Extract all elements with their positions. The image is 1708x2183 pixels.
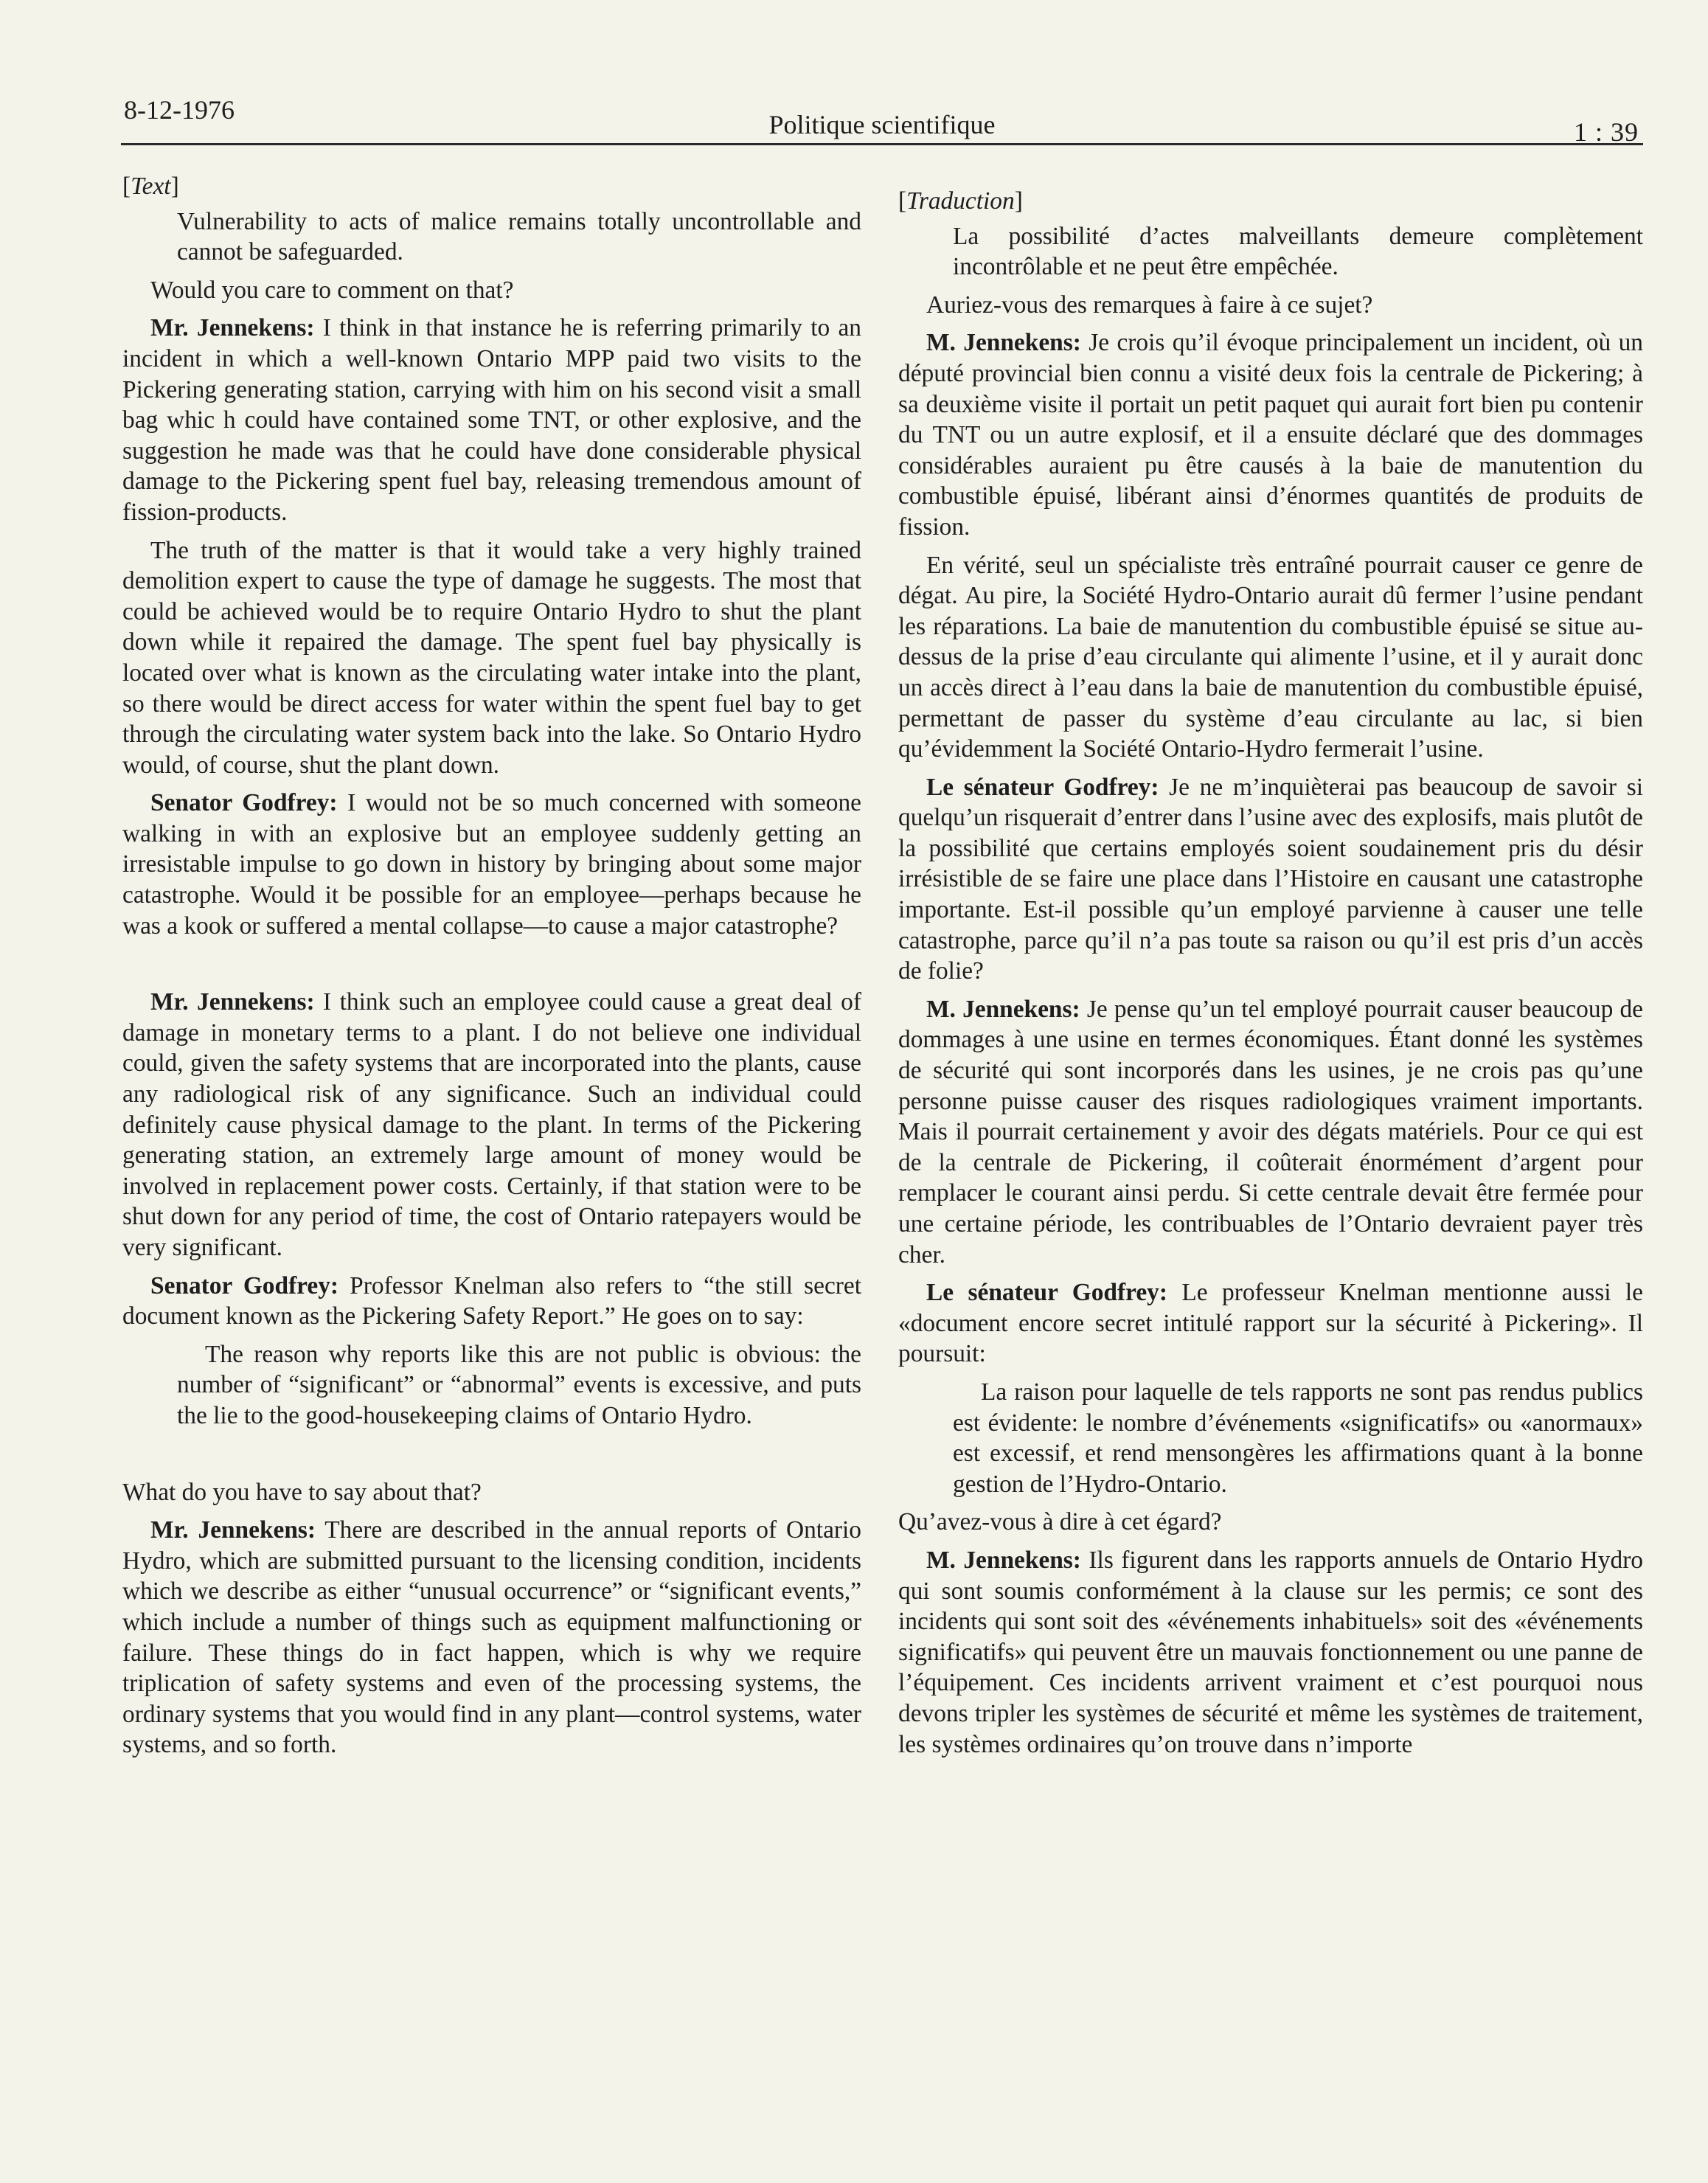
paragraph-text: Auriez-vous des remarques à faire à ce sujet? [926, 291, 1373, 319]
paragraph-text: The truth of the matter is that it would take a very highly trained demolition expert to cause the type of damage he suggests. The most that could be achieved would be to require Ontario Hydro to shut the plant down while it repaired the damage. The spent fuel bay physically is located over what is known as the circulating water intake into the plant, so there would be direct access for water within the spent fuel bay to get through the circulating water system back into the lake. So Ontario Hydro would, of course, shut the plant down. [122, 536, 861, 779]
french-column [898, 186, 1643, 1767]
speaker-name: Le sénateur Godfrey: [926, 1279, 1167, 1307]
paragraph-text: En vérité, seul un spécialiste très entraîné pourrait causer ce genre de dégat. Au pire, la Société Hydro-Ontario aurait dû fermer l’usine pendant les réparations. La baie de manutention du combustible épuisé se situe au-dessus de la prise d’eau circulante qui alimente l’usine, et il y aurait donc un accès direct à l’eau dans la baie de manutention du combustible épuisé, permettant de passer du système d’eau circulante au lac, si bien qu’évidemment la Société Ontario-Hydro fermerait l’usine. [898, 551, 1643, 763]
body-paragraph [898, 290, 1643, 321]
speaker-name: Mr. Jennekens: [150, 1516, 316, 1544]
paragraph-text: What do you have to say about that? [122, 1478, 482, 1506]
body-paragraph [898, 550, 1643, 765]
paragraph-gap [122, 1439, 861, 1477]
page-header [121, 87, 1643, 146]
quoted-passage [953, 221, 1643, 282]
paragraph-gap [122, 948, 861, 987]
paragraph-text: Qu’avez-vous à dire à cet égard? [898, 1508, 1222, 1536]
header-date: 8-12-1976 [124, 95, 235, 125]
speaker-paragraph [122, 987, 861, 1263]
paragraph-text: The reason why reports like this are not public is obvious: the number of “significant” or “abnormal” events is excessive, and puts the lie to the good-housekeeping claims of Ontario Hydro. [177, 1340, 861, 1429]
paragraph-text: I would not be so much concerned with someone walking in with an explosive but an employee suddenly getting an irresistable impulse to go down in history by bringing about some major catastrophe. Would it be possible for an employee—perhaps because he was a kook or suffered a mental collapse—to cause a major catastrophe? [122, 789, 861, 940]
paragraph-text: Professor Knelman also refers to “the still secret document known as the Pickering Safety Report.” He goes on to say: [122, 1271, 862, 1330]
question-paragraph [898, 1507, 1643, 1538]
speaker-paragraph [898, 772, 1643, 987]
speaker-paragraph [898, 327, 1643, 542]
speaker-name: Senator Godfrey: [150, 1271, 339, 1299]
speaker-name: Mr. Jennekens: [150, 988, 315, 1016]
speaker-name: Senator Godfrey: [150, 789, 338, 817]
speaker-name: M. Jennekens: [926, 329, 1081, 357]
header-title: Politique scientifique [768, 110, 996, 139]
speaker-paragraph [122, 1515, 861, 1760]
speaker-name: M. Jennekens: [926, 1546, 1081, 1574]
paragraph-text: Would you care to comment on that? [150, 276, 514, 304]
speaker-paragraph [898, 994, 1643, 1270]
paragraph-text: Je pense qu’un tel employé pourrait causer beaucoup de dommages à une usine en termes économiques. Étant donné les systèmes de sécurité qui sont incorporés dans les usines, je ne crois pas qu’une personne puisse causer des risques radiologiques vraiment importants. Mais il pourrait certainement y avoir des dégats matériels. Pour ce qui est de la centrale de Pickering, il coûterait énormément d’argent pour remplacer le courant ainsi perdu. Si cette centrale devait être fermée pour une certaine période, les contribuables de l’Ontario devraient payer très cher. [898, 995, 1643, 1268]
speaker-paragraph [122, 788, 861, 941]
section-tag: [Traduction] [898, 187, 1023, 215]
body-paragraph [122, 535, 861, 781]
paragraph-text: There are described in the annual reports of Ontario Hydro, which are submitted pursuant to the licensing condition, incidents which we describe as either “unusual occurrence” or “significant events,” which include a number of things such as equipment malfunctioning or failure. These things do in fact happen, which is why we require triplication of safety systems and even of the processing systems, the ordinary systems that you would find in any plant—control systems, water systems, and so forth. [122, 1516, 861, 1759]
speaker-name: Le sénateur Godfrey: [926, 773, 1159, 801]
body-paragraph [122, 275, 861, 306]
header-rule [121, 143, 1643, 145]
paragraph-text: Le professeur Knelman mentionne aussi le «document encore secret intitulé rapport sur la sécurité à Pickering». Il poursuit: [898, 1279, 1643, 1368]
header-page-number: 1 : 39 [1573, 117, 1639, 147]
question-paragraph [122, 1477, 861, 1508]
speaker-paragraph [898, 1277, 1643, 1370]
quoted-passage [177, 206, 861, 268]
paragraph-text: Je ne m’inquièterai pas beaucoup de savoir si quelqu’un risquerait d’entrer dans l’usine avec des explosifs, mais plutôt de la possibilité que certains employés soient soudainement pris du désir irrésistible de se faire une place dans l’Histoire en causant une catastrophe importante. Est-il possible qu’un employé parvienne à causer une telle catastrophe, parce qu’il n’a pas toute sa raison ou qu’il est pris d’un accès de folie? [898, 773, 1643, 985]
section-tag: [Text] [122, 173, 179, 200]
speaker-paragraph [122, 1271, 861, 1332]
paragraph-text: La possibilité d’actes malveillants demeure complètement incontrôlable et ne peut être empêchée. [953, 222, 1643, 281]
block-quote [177, 1339, 861, 1431]
paragraph-text: Je crois qu’il évoque principalement un incident, où un député provincial bien connu a visité deux fois la centrale de Pickering; à sa deuxième visite il portait un petit paquet qui aurait fort bien pu contenir du TNT ou un autre explosif, et il a ensuite déclaré que des dommages considérables auraient pu être causés à la baie de manutention du combustible épuisé, libérant ainsi d’énormes quantités de produits de fission. [898, 329, 1643, 541]
block-quote [953, 1377, 1643, 1499]
paragraph-text: I think in that instance he is referring primarily to an incident in which a well-known Ontario MPP paid two visits to the Pickering generating station, carrying with him on his second visit a small bag whic h could have contained some TNT, or other explosive, and the suggestion he made was that he could have done considerable physical damage to the Pickering spent fuel bay, releasing tremendous amount of fission-products. [122, 314, 861, 526]
english-column [122, 171, 861, 1768]
paragraph-text: La raison pour laquelle de tels rapports ne sont pas rendus publics est évidente: le nombre d’événements «significatifs» ou «anormaux» est excessif, et rend mensongères les affirmations quant à la bonne gestion de l’Hydro-Ontario. [953, 1378, 1643, 1498]
speaker-name: Mr. Jennekens: [150, 314, 315, 342]
speaker-name: M. Jennekens: [926, 995, 1080, 1023]
speaker-paragraph [898, 1545, 1643, 1760]
paragraph-text: I think such an employee could cause a great deal of damage in monetary terms to a plant. I do not believe one individual could, given the safety systems that are incorporated into the plants, cause any radiological risk of any significance. Such an individual could definitely cause physical damage to the plant. In terms of the Pickering generating station, an extremely large amount of money would be involved in replacement power costs. Certainly, if that station were to be shut down for any period of time, the cost of Ontario ratepayers would be very significant. [122, 988, 861, 1261]
paragraph-text: Vulnerability to acts of malice remains totally uncontrollable and cannot be safeguarded. [177, 207, 861, 266]
paragraph-text: Ils figurent dans les rapports annuels de Ontario Hydro qui sont soumis conformément à la clause sur les permis; ce sont des incidents qui sont soit des «événements inhabituels» soit des «événements significatifs» qui peuvent être un mauvais fonctionnement ou une panne de l’équipement. Ces incidents arrivent vraiment et c’est pourquoi nous devons tripler les systèmes de sécurité et même les systèmes de traitement, les systèmes ordinaires qu’on trouve dans n’importe [898, 1546, 1644, 1758]
speaker-paragraph [122, 313, 861, 527]
